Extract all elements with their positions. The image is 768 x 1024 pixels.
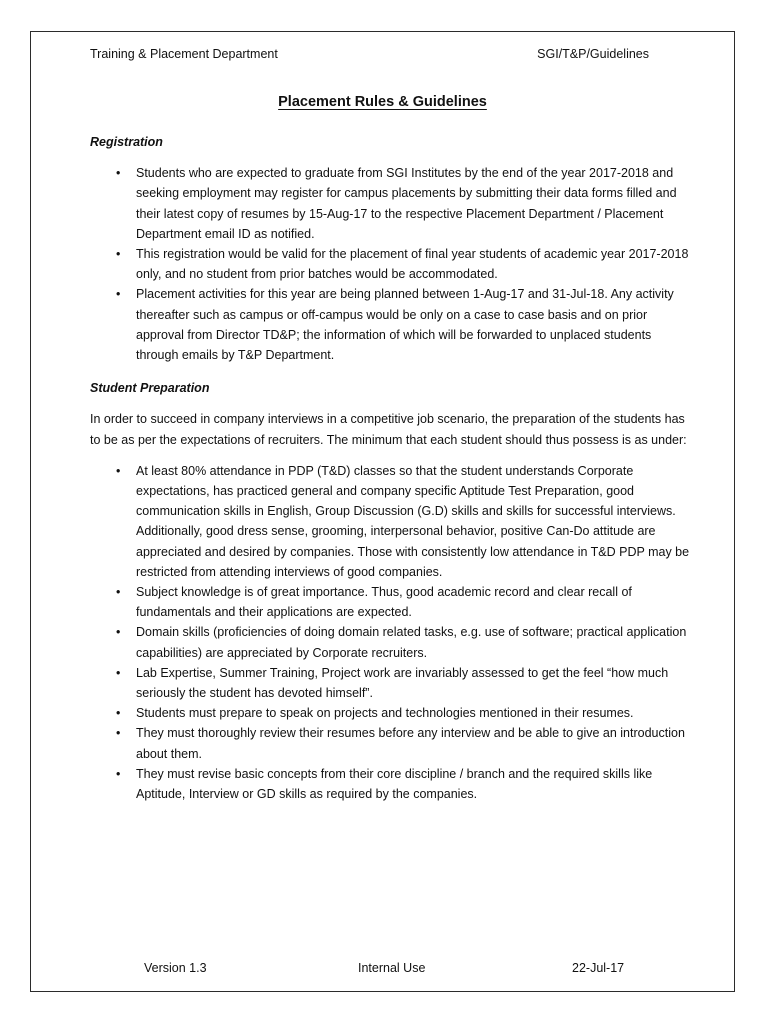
header-department: Training & Placement Department: [90, 47, 278, 61]
list-item: • They must thoroughly review their resumes before any interview and be able to give an introduction about them.: [136, 723, 690, 763]
registration-list: [90, 163, 690, 365]
footer-version: Version 1.3: [144, 961, 207, 975]
document-title-text: Placement Rules & Guidelines: [278, 94, 487, 110]
list-item: • Students who are expected to graduate from SGI Institutes by the end of the year 2017-2018 and seeking employment may register for campus placements by submitting their data forms filled and their latest copy of resumes by 15-Aug-17 to the respective Placement Department / Placement Department email ID as notified.: [136, 163, 690, 244]
list-item: • This registration would be valid for the placement of final year students of academic year 2017-2018 only, and no student from prior batches would be accommodated.: [136, 244, 690, 284]
list-item: • At least 80% attendance in PDP (T&D) classes so that the student understands Corporate expectations, has practiced general and company specific Aptitude Test Preparation, good communication skills in English, Group Discussion (G.D) skills and skills for successful interviews. Additionally, good dress sense, grooming, interpersonal behavior, positive Can-Do attitude are appreciated and desired by companies. Those with consistently low attendance in T&D PDP may be restricted from attending interviews of good companies.: [136, 461, 690, 582]
student-preparation-list: [90, 461, 690, 804]
list-item: • Placement activities for this year are being planned between 1-Aug-17 and 31-Jul-18. Any activity thereafter such as campus or off-campus would be only on a case to case basis and on prior approval from Director TD&P; the information of which will be forwarded to unplaced students through emails by T&P Department.: [136, 284, 690, 365]
list-item: • They must revise basic concepts from their core discipline / branch and the required skills like Aptitude, Interview or GD skills as required by the companies.: [136, 764, 690, 804]
list-item: • Lab Expertise, Summer Training, Project work are invariably assessed to get the feel “how much seriously the student has devoted himself”.: [136, 663, 690, 703]
list-item: • Subject knowledge is of great importance. Thus, good academic record and clear recall of fundamentals and their applications are expected.: [136, 582, 690, 622]
list-item: • Domain skills (proficiencies of doing domain related tasks, e.g. use of software; practical application capabilities) are appreciated by Corporate recruiters.: [136, 622, 690, 662]
document-page: [30, 31, 735, 992]
header-document-code: SGI/T&P/Guidelines: [537, 47, 649, 61]
document-body: [90, 132, 690, 804]
footer-date: 22-Jul-17: [572, 961, 625, 975]
document-title: [31, 94, 734, 110]
student-preparation-heading: Student Preparation: [90, 381, 210, 396]
registration-heading: Registration: [90, 135, 163, 149]
list-item: • Students must prepare to speak on projects and technologies mentioned in their resumes.: [136, 703, 690, 723]
student-preparation-intro: In order to succeed in company interviews in a competitive job scenario, the preparation of the students has to be as per the expectations of recruiters. The minimum that each student should thus possess is as under:: [90, 412, 687, 447]
footer-classification: Internal Use: [358, 961, 426, 975]
